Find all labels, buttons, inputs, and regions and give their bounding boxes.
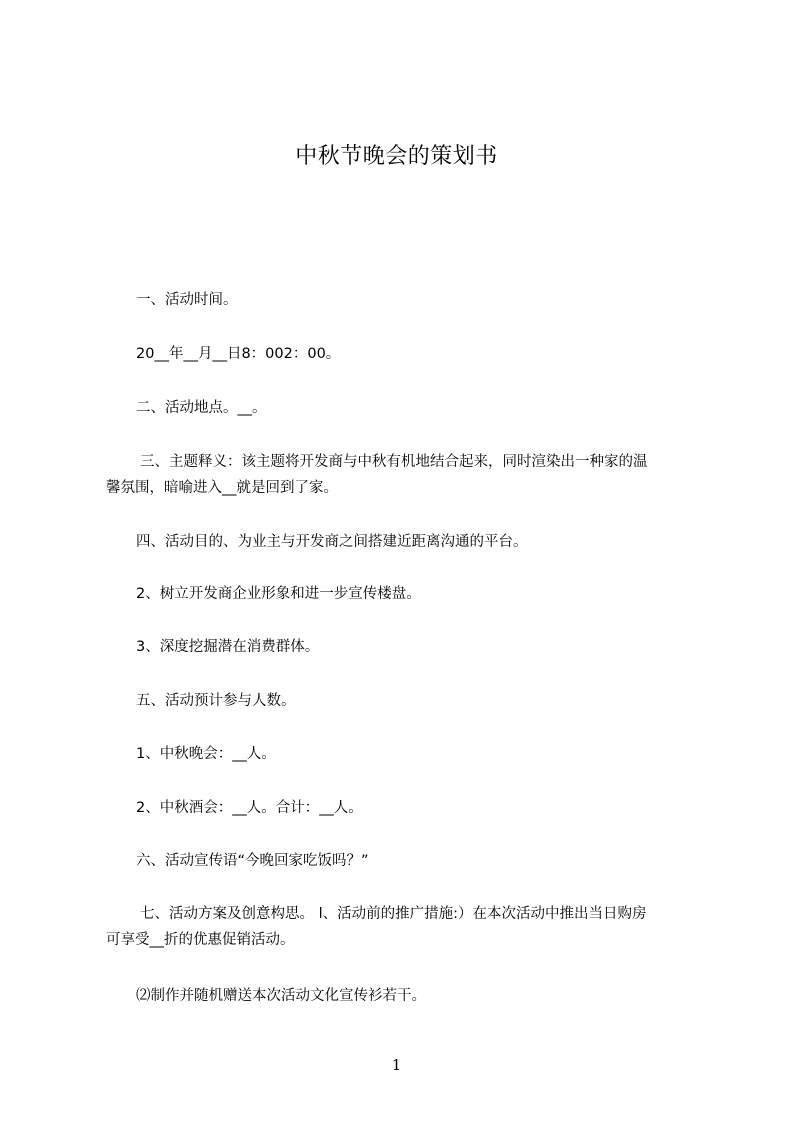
paragraph-theme [106,449,710,501]
paragraph-plan-line-1: 七、活动方案及创意构思。 l、活动前的推广措施:）在本次活动中推出当日购房 [140,906,647,922]
paragraph-attendance-1: 1、中秋晚会：__人。 [136,746,276,762]
paragraph-theme-line-2: 馨氛围，暗喻进入__就是回到了家。 [106,480,338,496]
paragraph-purpose-2: 2、树立开发商企业形象和进一步宣传楼盘。 [136,586,421,602]
paragraph-plan [106,901,710,953]
paragraph-theme-line-1: 三、主题释义：该主题将开发商与中秋有机地结合起来，同时渲染出一种家的温 [140,454,648,470]
paragraph-purpose: 四、活动目的、为业主与开发商之间搭建近距离沟通的平台。 [136,534,528,550]
paragraph-location: 二、活动地点。__。 [136,400,267,416]
paragraph-slogan: 六、活动宣传语“今晚回家吃饭吗？” [136,853,369,869]
paragraph-attendance: 五、活动预计参与人数。 [136,693,296,709]
paragraph-attendance-2: 2、中秋酒会：__人。合计：__人。 [136,800,363,816]
paragraph-purpose-3: 3、深度挖掘潜在消费群体。 [136,639,320,655]
paragraph-date: 20__年__月__日8：002：00。 [136,346,341,362]
paragraph-activity-time: 一、活动时间。 [136,292,238,308]
paragraph-plan-line-2: 可享受__折的优惠促销活动。 [106,932,295,948]
paragraph-plan-2: ⑵制作并随机赠送本次活动文化宣传衫若干。 [136,988,426,1004]
page-number: 1 [391,1056,402,1074]
document-title: 中秋节晚会的策划书 [295,144,498,169]
